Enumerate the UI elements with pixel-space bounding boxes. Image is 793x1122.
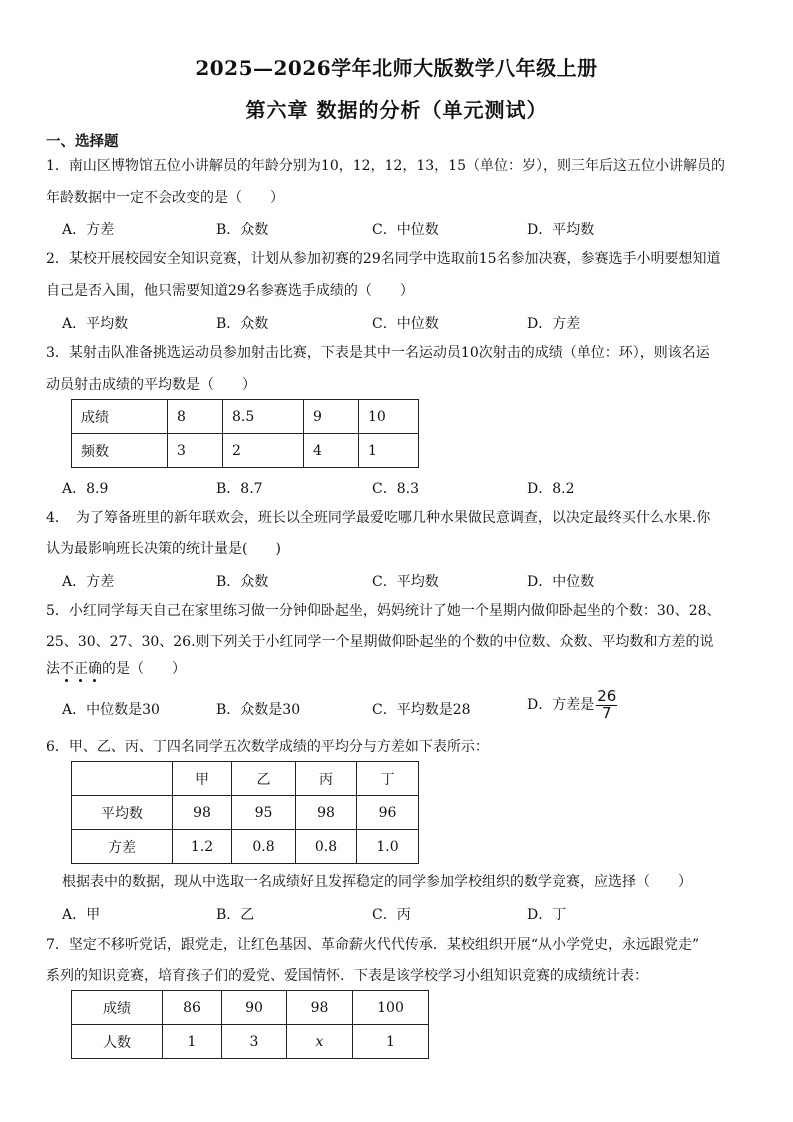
q5-text-line1: 5．小红同学每天自己在家里练习做一分钟仰卧起坐，妈妈统计了她一个星期内做仰卧起坐的个数：30、28、: [46, 603, 721, 619]
variable-x: x: [315, 1033, 324, 1050]
table-cell: 98: [173, 796, 232, 830]
table-cell: 成绩: [72, 400, 168, 434]
q6-stats-table: [71, 761, 419, 864]
q3-option-a[interactable]: A．8.9: [62, 481, 109, 497]
q4-option-a[interactable]: A．方差: [62, 574, 115, 590]
table-cell: 3: [168, 434, 223, 468]
q5-option-d-label: D．方差是: [527, 697, 595, 713]
q2-options: [62, 313, 702, 333]
table-row: [72, 796, 419, 830]
table-cell: 98: [296, 796, 357, 830]
table-cell: 86: [163, 991, 222, 1025]
q5-emphasis-not-correct: [60, 661, 102, 677]
q4-option-d[interactable]: D．中位数: [527, 574, 595, 590]
fraction-numerator: 26: [597, 687, 617, 705]
q2-option-a[interactable]: A．平均数: [62, 316, 129, 332]
table-cell: 96: [357, 796, 419, 830]
q6-option-b[interactable]: B．乙: [216, 907, 255, 923]
q6-option-d[interactable]: D．丁: [527, 907, 567, 923]
table-cell: 100: [353, 991, 429, 1025]
q2-option-d[interactable]: D．方差: [527, 316, 581, 332]
table-row: [72, 1025, 429, 1059]
q3-option-c[interactable]: C．8.3: [372, 481, 419, 497]
q1-options: [62, 219, 702, 239]
table-cell: 10: [359, 400, 419, 434]
q3-text-line1: 3．某射击队准备挑选运动员参加射击比赛，下表是其中一名运动员10次射击的成绩（单位：环），则该名运: [46, 345, 710, 361]
table-cell: 1.0: [357, 830, 419, 864]
q5-option-b[interactable]: B．众数是30: [216, 702, 301, 718]
table-row: [72, 830, 419, 864]
q4-option-c[interactable]: C．平均数: [372, 574, 439, 590]
fraction-denominator: 7: [602, 704, 612, 722]
table-cell: 1.2: [173, 830, 232, 864]
q6-option-c[interactable]: C．丙: [372, 907, 411, 923]
table-cell: [287, 1025, 353, 1059]
q3-text-line2: 动员射击成绩的平均数是（ ）: [46, 377, 256, 393]
table-cell: 9: [304, 400, 359, 434]
table-cell: 90: [222, 991, 287, 1025]
q5-option-d[interactable]: [527, 689, 617, 721]
table-row: [72, 762, 419, 796]
table-cell: 0.8: [232, 830, 296, 864]
q6-text-line1: 6．甲、乙、丙、丁四名同学五次数学成绩的平均分与方差如下表所示：: [46, 739, 489, 755]
table-row: [72, 991, 429, 1025]
table-cell: 1: [353, 1025, 429, 1059]
q1-option-c[interactable]: C．中位数: [372, 222, 439, 238]
q2-option-c[interactable]: C．中位数: [372, 316, 439, 332]
q2-text-line1: 2．某校开展校园安全知识竞赛，计划从参加初赛的29名同学中选取前15名参加决赛，参赛选手小明要想知道: [46, 251, 721, 267]
table-cell: 98: [287, 991, 353, 1025]
table-cell: 8: [168, 400, 223, 434]
q1-option-a[interactable]: A．方差: [62, 222, 115, 238]
q1-text-line1: 1．南山区博物馆五位小讲解员的年龄分别为10，12，12，13，15（单位：岁），则三年后这五位小讲解员的: [46, 158, 725, 174]
q5-line3-prefix: 法: [46, 661, 60, 677]
q6-option-a[interactable]: A．甲: [62, 907, 101, 923]
table-cell: 1: [163, 1025, 222, 1059]
q7-text-line2: 系列的知识竞赛，培育孩子们的爱党、爱国情怀．下表是该学校学习小组知识竞赛的成绩统计表：: [46, 968, 648, 984]
table-row: [72, 434, 419, 468]
table-cell: 频数: [72, 434, 168, 468]
q5-option-c[interactable]: C．平均数是28: [372, 702, 471, 718]
table-cell: 丁: [357, 762, 419, 796]
table-cell: 8.5: [223, 400, 304, 434]
q5-text-line3: [46, 660, 756, 678]
table-row: [72, 400, 419, 434]
q5-line3-suffix: 的是（ ）: [102, 661, 186, 677]
chapter-title: 第六章 数据的分析（单元测试）: [245, 98, 548, 122]
q6-text-line2: 根据表中的数据，现从中选取一名成绩好且发挥稳定的同学参加学校组织的数学竞赛，应选择（ ）: [62, 874, 692, 890]
table-cell: 2: [223, 434, 304, 468]
q4-text-line1: 4． 为了筹备班里的新年联欢会，班长以全班同学最爱吃哪几种水果做民意调查，以决定最终买什么水果.你: [46, 510, 711, 526]
q3-option-b[interactable]: B．8.7: [216, 481, 263, 497]
table-cell: 甲: [173, 762, 232, 796]
section-heading: 一、选择题: [46, 133, 119, 150]
q2-text-line2: 自己是否入围，他只需要知道29名参赛选手成绩的（ ）: [46, 283, 414, 299]
table-cell: 平均数: [72, 796, 173, 830]
q4-option-b[interactable]: B．众数: [216, 574, 269, 590]
q2-option-b[interactable]: B．众数: [216, 316, 269, 332]
table-cell: 3: [222, 1025, 287, 1059]
table-cell: 人数: [72, 1025, 163, 1059]
table-cell: 乙: [232, 762, 296, 796]
fraction: [596, 689, 617, 721]
q4-text-line2: 认为最影响班长决策的统计量是( ): [46, 541, 281, 557]
q5-options: [62, 687, 702, 729]
table-cell: 95: [232, 796, 296, 830]
q3-score-table: [71, 399, 419, 468]
q7-text-line1: 7．坚定不移听党话，跟党走，让红色基因、革命薪火代代传承．某校组织开展“从小学党史，永远跟党走”: [46, 937, 700, 953]
q3-option-d[interactable]: D．8.2: [527, 481, 575, 497]
q6-options: [62, 904, 702, 924]
q5-option-a[interactable]: A．中位数是30: [62, 702, 160, 718]
q5-emphasis-text: 不正确: [60, 661, 102, 677]
q1-option-b[interactable]: B．众数: [216, 222, 269, 238]
q5-text-line2: 25、30、27、30、26.则下列关于小红同学一个星期做仰卧起坐的个数的中位数、众数、平均数和方差的说: [46, 634, 714, 650]
table-cell: 丙: [296, 762, 357, 796]
table-cell: 成绩: [72, 991, 163, 1025]
table-cell: 1: [359, 434, 419, 468]
table-cell: 4: [304, 434, 359, 468]
q1-option-d[interactable]: D．平均数: [527, 222, 595, 238]
table-cell: 0.8: [296, 830, 357, 864]
q1-text-line2: 年龄数据中一定不会改变的是（ ）: [46, 190, 284, 206]
q7-score-table: [71, 990, 429, 1059]
q4-options: [62, 571, 702, 591]
table-cell: [72, 762, 173, 796]
q3-options: [62, 478, 702, 498]
table-cell: 方差: [72, 830, 173, 864]
exam-title: 2025—2026学年北师大版数学八年级上册: [195, 56, 598, 80]
